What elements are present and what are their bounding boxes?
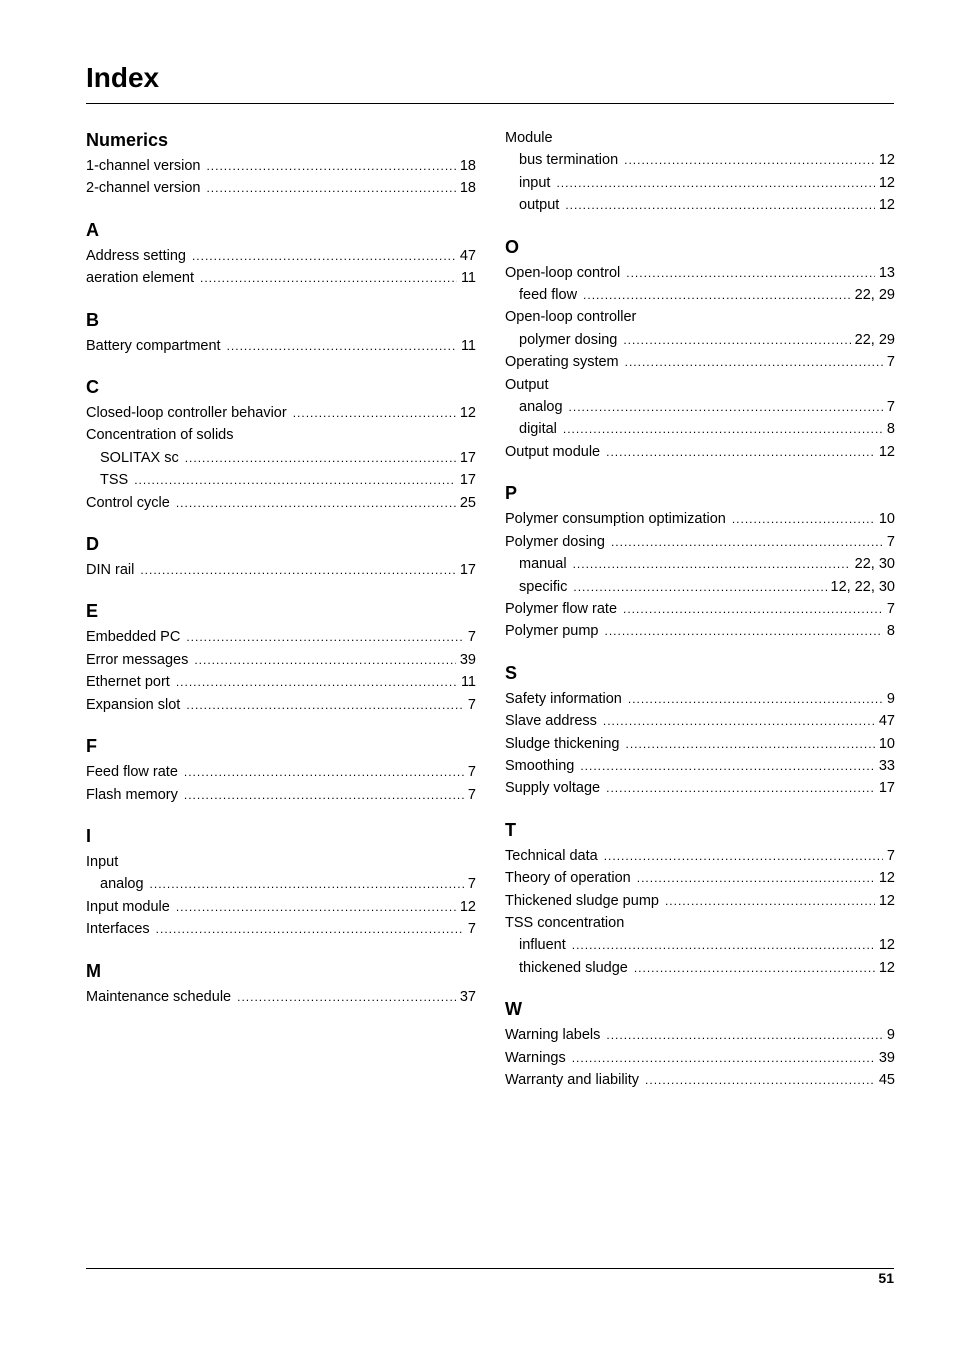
- section-heading: E: [86, 601, 99, 622]
- dot-leader: [732, 508, 875, 530]
- entry-term: Open-loop control: [505, 264, 621, 281]
- index-subentry: [505, 194, 895, 216]
- index-subentry: [86, 469, 476, 491]
- entry-term: aeration element: [86, 270, 195, 287]
- index-entry: [505, 531, 895, 553]
- entry-term: manual: [519, 556, 567, 573]
- index-entry: [505, 1024, 895, 1046]
- dot-leader: [634, 957, 875, 979]
- index-entry: [86, 335, 476, 357]
- entry-term: SOLITAX sc: [100, 449, 179, 466]
- index-entry: [86, 694, 476, 716]
- dot-leader: [569, 396, 883, 418]
- dot-leader: [645, 1069, 875, 1091]
- entry-term: Flash memory: [86, 786, 178, 803]
- section-heading: D: [86, 534, 99, 555]
- section-heading: Numerics: [86, 130, 169, 150]
- entry-term: output: [519, 197, 560, 214]
- index-entry: [505, 620, 895, 642]
- entry-pages: 8: [886, 421, 895, 438]
- entry-term: DIN rail: [86, 562, 135, 579]
- section-heading: I: [86, 825, 92, 846]
- section-heading: P: [505, 483, 518, 504]
- dot-leader: [626, 262, 875, 284]
- dot-leader: [637, 867, 875, 889]
- entry-term: Module: [505, 130, 553, 146]
- entry-pages: 7: [467, 921, 476, 938]
- entry-term: Operating system: [505, 354, 619, 371]
- entry-pages: 17: [878, 780, 895, 797]
- entry-pages: 22, 29: [854, 287, 895, 304]
- dot-leader: [150, 873, 464, 895]
- dot-leader: [227, 335, 457, 357]
- dot-leader: [573, 553, 851, 575]
- dot-leader: [176, 671, 457, 693]
- entry-pages: 12: [878, 152, 895, 169]
- section-heading: S: [505, 662, 518, 683]
- dot-leader: [603, 710, 875, 732]
- section-heading: C: [86, 377, 99, 398]
- entry-pages: 39: [878, 1049, 895, 1066]
- entry-pages: 7: [886, 399, 895, 416]
- dot-leader: [206, 155, 455, 177]
- entry-term: Output: [505, 376, 549, 393]
- entry-pages: 9: [886, 1027, 895, 1044]
- index-entry: [505, 890, 895, 912]
- index-entry: [86, 402, 476, 424]
- index-entry: [86, 918, 476, 940]
- entry-term: Embedded PC: [86, 629, 181, 646]
- entry-pages: 12: [878, 937, 895, 954]
- index-entry: [86, 267, 476, 289]
- index-entry: [86, 177, 476, 199]
- section-heading: M: [86, 960, 101, 981]
- dot-leader: [206, 177, 455, 199]
- entry-term: 1-channel version: [86, 158, 201, 174]
- index-entry: [505, 777, 895, 799]
- dot-leader: [628, 688, 883, 710]
- entry-pages: 39: [459, 651, 476, 668]
- index-column-right: [505, 127, 895, 1091]
- entry-pages: 7: [467, 764, 476, 781]
- entry-term: input: [519, 174, 551, 191]
- dot-leader: [293, 402, 456, 424]
- index-subentry: [86, 447, 476, 469]
- page-title: Index: [86, 62, 160, 93]
- entry-term: Supply voltage: [505, 780, 601, 797]
- entry-pages: 12: [878, 892, 895, 909]
- entry-term: Control cycle: [86, 494, 170, 511]
- entry-pages: 33: [878, 757, 895, 774]
- entry-pages: 7: [467, 786, 476, 803]
- entry-term: Polymer flow rate: [505, 600, 618, 617]
- entry-term: Feed flow rate: [86, 764, 178, 781]
- entry-pages: 45: [878, 1072, 895, 1088]
- index-entry: [86, 671, 476, 693]
- entry-term: Warranty and liability: [505, 1072, 640, 1088]
- index-subentry: [505, 284, 895, 306]
- dot-leader: [176, 492, 456, 514]
- entry-term: Input: [86, 853, 119, 870]
- entry-term: Interfaces: [86, 921, 150, 938]
- dot-leader: [156, 918, 464, 940]
- entry-term: Output module: [505, 443, 601, 460]
- entry-term: bus termination: [519, 152, 619, 169]
- entry-term: TSS concentration: [505, 914, 625, 931]
- section-heading: F: [86, 736, 97, 757]
- entry-term: Closed-loop controller behavior: [86, 405, 287, 422]
- dot-leader: [237, 986, 456, 1008]
- dot-leader: [604, 845, 883, 867]
- entry-term: 2-channel version: [86, 180, 201, 197]
- dot-leader: [186, 626, 464, 648]
- entry-pages: 11: [460, 270, 476, 287]
- index-entry: [505, 441, 895, 463]
- index-entry: [86, 245, 476, 267]
- dot-leader: [625, 351, 883, 373]
- entry-term: thickened sludge: [519, 959, 628, 976]
- section-heading: A: [86, 219, 99, 240]
- dot-leader: [606, 777, 875, 799]
- entry-pages: 7: [467, 629, 476, 646]
- section-heading: B: [86, 309, 99, 330]
- index-section-numerics: [86, 127, 476, 200]
- index-entry: [505, 688, 895, 710]
- entry-term: Error messages: [86, 651, 189, 668]
- index-entry: [86, 626, 476, 648]
- index-entry: [505, 262, 895, 284]
- index-entry: [505, 710, 895, 732]
- page-number: 51: [878, 1270, 894, 1286]
- index-section-w: [505, 996, 895, 1091]
- dot-leader: [184, 761, 464, 783]
- entry-term: Warning labels: [505, 1027, 601, 1044]
- entry-term: Polymer pump: [505, 623, 599, 640]
- entry-pages: 12, 22, 30: [830, 578, 895, 595]
- index-section-t: [505, 817, 895, 979]
- index-section-b: [86, 307, 476, 357]
- index-section-continued: [505, 127, 895, 217]
- entry-pages: 12: [459, 405, 476, 422]
- index-entry: [505, 351, 895, 373]
- entry-pages: 25: [459, 494, 476, 511]
- entry-term: Safety information: [505, 690, 622, 707]
- section-heading: T: [505, 819, 516, 840]
- entry-term: Theory of operation: [505, 870, 631, 887]
- entry-pages: 9: [886, 690, 895, 707]
- index-subentry: [86, 873, 476, 895]
- dot-leader: [184, 784, 464, 806]
- entry-term: Technical data: [505, 847, 598, 864]
- entry-term: Maintenance schedule: [86, 988, 232, 1005]
- entry-term: Ethernet port: [86, 674, 170, 691]
- entry-pages: 8: [886, 623, 895, 640]
- index-entry: [505, 755, 895, 777]
- index-entry: [86, 424, 476, 446]
- index-entry: [505, 598, 895, 620]
- entry-term: Slave address: [505, 713, 597, 730]
- index-entry: [86, 649, 476, 671]
- dot-leader: [623, 598, 883, 620]
- index-section-m: [86, 958, 476, 1008]
- dot-leader: [606, 1024, 883, 1046]
- entry-term: specific: [519, 578, 568, 595]
- entry-term: Concentration of solids: [86, 427, 234, 444]
- entry-term: Input module: [86, 898, 170, 915]
- index-subentry: [505, 149, 895, 171]
- header-divider: [86, 103, 894, 104]
- index-subentry: [505, 172, 895, 194]
- entry-pages: 10: [878, 511, 895, 528]
- dot-leader: [573, 576, 826, 598]
- entry-pages: 22, 30: [854, 556, 895, 573]
- dot-leader: [580, 755, 875, 777]
- entry-term: Address setting: [86, 247, 186, 264]
- index-subentry: [505, 934, 895, 956]
- entry-pages: 12: [878, 959, 895, 976]
- entry-term: influent: [519, 937, 566, 954]
- section-heading: O: [505, 236, 520, 257]
- entry-pages: 12: [878, 870, 895, 887]
- entry-pages: 7: [886, 533, 895, 550]
- entry-pages: 18: [459, 180, 476, 197]
- dot-leader: [624, 149, 875, 171]
- index-entry: [505, 374, 895, 396]
- dot-leader: [625, 733, 874, 755]
- index-entry: [505, 1047, 895, 1069]
- section-heading: W: [505, 999, 522, 1020]
- index-entry: [86, 492, 476, 514]
- index-entry: [505, 127, 895, 149]
- entry-term: Smoothing: [505, 757, 575, 774]
- dot-leader: [140, 559, 456, 581]
- index-entry: [505, 867, 895, 889]
- entry-pages: 17: [459, 472, 476, 489]
- entry-pages: 10: [878, 735, 895, 752]
- entry-term: TSS: [100, 472, 129, 489]
- entry-pages: 11: [460, 674, 476, 691]
- entry-pages: 17: [459, 562, 476, 579]
- index-subentry: [505, 576, 895, 598]
- dot-leader: [611, 531, 883, 553]
- entry-pages: 7: [886, 600, 895, 617]
- dot-leader: [194, 649, 456, 671]
- index-entry: [86, 761, 476, 783]
- dot-leader: [572, 934, 875, 956]
- entry-term: digital: [519, 421, 557, 438]
- dot-leader: [192, 245, 456, 267]
- entry-term: analog: [519, 399, 563, 416]
- dot-leader: [583, 284, 851, 306]
- entry-pages: 37: [459, 988, 476, 1005]
- index-section-e: [86, 598, 476, 716]
- index-subentry: [505, 329, 895, 351]
- entry-pages: 17: [459, 449, 476, 466]
- index-entry: [86, 559, 476, 581]
- index-section-p: [505, 480, 895, 642]
- dot-leader: [572, 1047, 875, 1069]
- entry-term: Open-loop controller: [505, 309, 637, 326]
- entry-term: Warnings: [505, 1049, 566, 1066]
- index-subentry: [505, 553, 895, 575]
- entry-pages: 12: [878, 197, 895, 214]
- index-column-left: [86, 127, 476, 1008]
- index-section-i: [86, 823, 476, 941]
- entry-pages: 12: [459, 898, 476, 915]
- dot-leader: [665, 890, 875, 912]
- index-entry: [505, 733, 895, 755]
- index-entry: [505, 912, 895, 934]
- dot-leader: [606, 441, 875, 463]
- index-subentry: [505, 957, 895, 979]
- dot-leader: [604, 620, 882, 642]
- entry-pages: 47: [878, 713, 895, 730]
- entry-pages: 7: [467, 876, 476, 893]
- entry-pages: 11: [460, 337, 476, 354]
- entry-pages: 12: [878, 174, 895, 191]
- entry-pages: 12: [878, 443, 895, 460]
- index-section-a: [86, 217, 476, 290]
- entry-term: Thickened sludge pump: [505, 892, 659, 909]
- index-entry: [86, 155, 476, 177]
- dot-leader: [563, 418, 883, 440]
- entry-term: analog: [100, 876, 144, 893]
- index-entry: [86, 896, 476, 918]
- entry-pages: 47: [459, 247, 476, 264]
- index-section-f: [86, 733, 476, 806]
- entry-term: Polymer dosing: [505, 533, 605, 550]
- index-entry: [505, 508, 895, 530]
- dot-leader: [186, 694, 464, 716]
- entry-pages: 22, 29: [854, 331, 895, 348]
- index-subentry: [505, 418, 895, 440]
- entry-pages: 7: [886, 354, 895, 371]
- index-section-d: [86, 531, 476, 581]
- entry-pages: 18: [459, 158, 476, 174]
- entry-term: feed flow: [519, 287, 578, 304]
- entry-term: Battery compartment: [86, 337, 221, 354]
- entry-term: Polymer consumption optimization: [505, 511, 726, 528]
- index-entry: [86, 986, 476, 1008]
- dot-leader: [185, 447, 456, 469]
- index-subentry: [505, 396, 895, 418]
- dot-leader: [556, 172, 874, 194]
- dot-leader: [200, 267, 457, 289]
- dot-leader: [565, 194, 875, 216]
- index-section-o: [505, 234, 895, 464]
- index-section-c: [86, 374, 476, 514]
- index-entry: [505, 1069, 895, 1091]
- dot-leader: [176, 896, 456, 918]
- entry-term: Expansion slot: [86, 696, 181, 713]
- entry-pages: 7: [467, 696, 476, 713]
- footer-divider: [86, 1268, 894, 1269]
- entry-term: Sludge thickening: [505, 735, 620, 752]
- index-section-s: [505, 660, 895, 800]
- index-entry: [86, 784, 476, 806]
- dot-leader: [134, 469, 456, 491]
- index-entry: [505, 845, 895, 867]
- entry-pages: 7: [886, 847, 895, 864]
- index-entry: [505, 306, 895, 328]
- index-entry: [86, 851, 476, 873]
- entry-term: polymer dosing: [519, 331, 618, 348]
- dot-leader: [623, 329, 850, 351]
- entry-pages: 13: [878, 264, 895, 281]
